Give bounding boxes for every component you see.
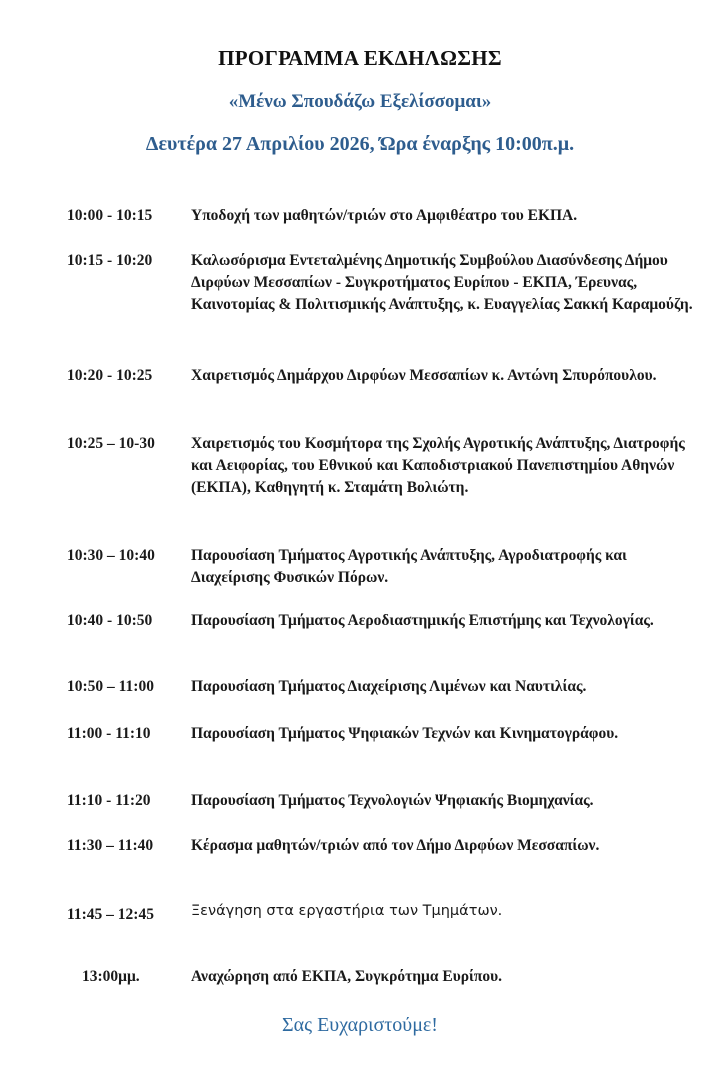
- schedule-time: 13:00μμ.: [82, 968, 140, 985]
- schedule-time: 11:45 – 12:45: [67, 906, 154, 923]
- schedule-description: Χαιρετισμός Δημάρχου Διρφύων Μεσσαπίων κ. Αντώνη Σπυρόπουλου.: [191, 367, 657, 384]
- schedule-description: Παρουσίαση Τμήματος Τεχνολογιών Ψηφιακής Βιομηχανίας.: [191, 792, 594, 809]
- schedule-description: Χαιρετισμός του Κοσμήτορα της Σχολής Αγροτικής Ανάπτυξης, Διατροφής και Αειφορίας, του Εθνικού και Καποδιστριακού Πανεπιστημίου Αθηνών (ΕΚΠΑ), Καθηγητή κ. Σταμάτη Βολιώτη.: [191, 435, 685, 496]
- schedule-description: Υποδοχή των μαθητών/τριών στο Αμφιθέατρο του ΕΚΠΑ.: [191, 207, 578, 224]
- schedule-time: 10:40 - 10:50: [67, 612, 153, 629]
- schedule-time: 11:00 - 11:10: [67, 725, 151, 742]
- schedule-description: Παρουσίαση Τμήματος Ψηφιακών Τεχνών και Κινηματογράφου.: [191, 725, 619, 742]
- schedule-description: Ξενάγηση στα εργαστήρια των Τμημάτων.: [191, 903, 503, 919]
- schedule-time: 10:50 – 11:00: [67, 678, 154, 695]
- schedule-description: Κέρασμα μαθητών/τριών από τον Δήμο Διρφύων Μεσσαπίων.: [191, 837, 600, 854]
- schedule-description: Παρουσίαση Τμήματος Διαχείρισης Λιμένων και Ναυτιλίας.: [191, 678, 587, 695]
- event-subtitle: «Μένω Σπουδάζω Εξελίσσομαι»: [228, 91, 492, 112]
- document-title: ΠΡΟΓΡΑΜΜΑ ΕΚΔΗΛΩΣΗΣ: [218, 46, 502, 70]
- schedule-description: Παρουσίαση Τμήματος Αεροδιαστημικής Επιστήμης και Τεχνολογίας.: [191, 612, 654, 629]
- schedule-time: 11:10 - 11:20: [67, 792, 151, 809]
- schedule-description: Αναχώρηση από ΕΚΠΑ, Συγκρότημα Ευρίπου.: [191, 968, 503, 985]
- schedule-time: 10:25 – 10-30: [67, 435, 155, 452]
- schedule-time: 11:30 – 11:40: [67, 837, 154, 854]
- schedule-description: Καλωσόρισμα Εντεταλμένης Δημοτικής Συμβούλου Διασύνδεσης Δήμου Διρφύων Μεσσαπίων - Συγκροτήματος Ευρίπου - ΕΚΠΑ, Έρευνας, Καινοτομίας & Πολιτισμικής Ανάπτυξης, κ. Ευαγγελίας Σακκή Καραμούζη.: [191, 252, 693, 313]
- schedule-time: 10:20 - 10:25: [67, 367, 153, 384]
- event-dateline: Δευτέρα 27 Απριλίου 2026, Ώρα έναρξης 10:00π.μ.: [145, 133, 575, 155]
- schedule-time: 10:15 - 10:20: [67, 252, 153, 269]
- schedule-time: 10:00 - 10:15: [67, 207, 153, 224]
- thank-you-message: Σας Ευχαριστούμε!: [282, 1014, 438, 1036]
- schedule-description: Παρουσίαση Τμήματος Αγροτικής Ανάπτυξης, Αγροδιατροφής και Διαχείρισης Φυσικών Πόρων.: [191, 547, 627, 586]
- schedule-time: 10:30 – 10:40: [67, 547, 155, 564]
